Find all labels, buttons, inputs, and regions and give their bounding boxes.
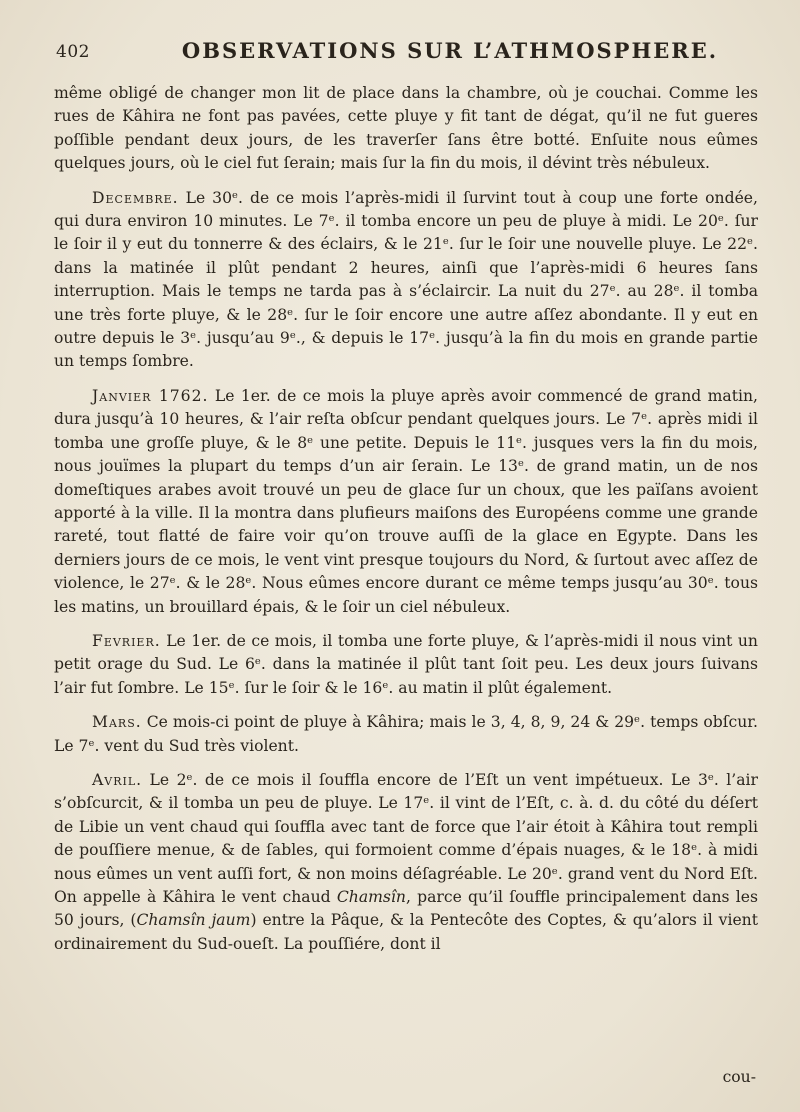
running-title: OBSERVATIONS SUR L’ATHMOSPHERE. bbox=[181, 38, 719, 63]
paragraph-january bbox=[54, 385, 758, 619]
paragraph-text: Ce mois-ci point de pluye à Kâhira; mais le 3, 4, 8, 9, 24 & 29ᵉ. temps obſcur. Le 7ᵉ. vent du Sud très violent. bbox=[54, 713, 758, 755]
paragraph-text: Le 1er. de ce mois, il tomba une forte pluye, & l’après-midi il nous vint un petit orage du Sud. Le 6ᵉ. dans la matinée il plût tant ſoit peu. Les deux jours ſuivans l’air fut ſombre. Le 15ᵉ. ſur le ſoir & le 16ᵉ. au matin il plût également. bbox=[54, 631, 758, 697]
catchword: cou- bbox=[722, 1068, 756, 1086]
paragraph-text: Le 30ᵉ. de ce mois l’après-midi il ſurvint tout à coup une forte ondée, qui dura environ 10 minutes. Le 7ᵉ. il tomba encore un peu de pluye à midi. Le 20ᵉ. ſur le ſoir il y eut du tonnerre & des éclairs, & le 21ᵉ. ſur le ſoir une nouvelle pluye. Le 22ᵉ. dans la matinée il plût pendant 2 heures, ainſi que l’après-midi 6 heures ſans interruption. Mais le temps ne tarda pas à s’éclaircir. La nuit du 27ᵉ. au 28ᵉ. il tomba une très forte pluye, & le 28ᵉ. ſur le ſoir encore une autre aſſez abondante. Il y eut en outre depuis le 3ᵉ. jusqu’au 9ᵉ., & depuis le 17ᵉ. jusqu’à la fin du mois en grande partie un temps ſombre. bbox=[54, 188, 758, 371]
month-heading: Decembre. bbox=[92, 188, 179, 207]
italic-term: Chamsîn bbox=[336, 888, 406, 906]
paragraph-text: ) entre la Pâque, & la Pentecôte des Coptes, & qu’alors il vient ordinairement du Sud-oueſt. La pouſſiére, dont il bbox=[54, 911, 758, 953]
paragraph-march bbox=[54, 711, 758, 758]
paragraph-text: Le 1er. de ce mois la pluye après avoir commencé de grand matin, dura jusqu’à 10 heures, & l’air reſta obſcur pendant quelques jours. Le 7ᵉ. après midi il tomba une groſſe pluye, & le 8ᵉ une petite. Depuis le 11ᵉ. jusques vers la fin du mois, nous jouïmes la plupart du temps d’un air ſerain. Le 13ᵉ. de grand matin, un de nos domeſtiques arabes avoit trouvé un peu de glace ſur un choux, que les païſans avoient apporté à la ville. Il la montra dans plufieurs maiſons des Européens comme une grande rareté, tout flatté de faire voir qu’on trouve auſſi de la glace en Egypte. Dans les derniers jours de ce mois, le vent vint presque toujours du Nord, & ſurtout avec aſſez de violence, le 27ᵉ. & le 28ᵉ. Nous eûmes encore durant ce même temps jusqu’au 30ᵉ. tous les matins, un brouillard épais, & le ſoir un ciel nébuleux. bbox=[54, 386, 758, 616]
paragraph-text: Le 2ᵉ. de ce mois il ſouffla encore de l’Eſt un vent impétueux. Le 3ᵉ. l’air s’obſcurcit, & il tomba un peu de pluye. Le 17ᵉ. il vint de l’Eſt, c. à. d. du côté du déſert de Libie un vent chaud qui ſouffla avec tant de force que l’air étoit à Kâhira tout rempli de pouſſiere menue, & de ſables, qui formoient comme d’épais nuages, & le 18ᵉ. à midi nous eûmes un vent auſſi fort, & non moins déſagréable. Le 20ᵉ. grand vent du Nord Eſt. On appelle à Kâhira le vent chaud bbox=[54, 770, 758, 906]
paragraph-april bbox=[54, 769, 758, 956]
body-text bbox=[54, 82, 758, 956]
page-number: 402 bbox=[56, 42, 90, 62]
paragraph-text: , parce qu’il ſouffle principalement dans les 50 jours, ( bbox=[54, 888, 758, 930]
month-heading: Avril. bbox=[92, 770, 143, 789]
paragraph-december bbox=[54, 187, 758, 374]
paragraph-february bbox=[54, 630, 758, 700]
page-header bbox=[40, 32, 760, 66]
paragraph-continuation bbox=[54, 82, 758, 176]
paragraph-text: même obligé de changer mon lit de place dans la chambre, où je couchai. Comme les rues de Kâhira ne font pas pavées, cette pluye y fit tant de dégat, qu’il ne fut gueres poſſible pendant deux jours, de les traverſer ſans être botté. Enſuite nous eûmes quelques jours, où le ciel fut ſerain; mais ſur la fin du mois, il dévint très nébuleux. bbox=[54, 84, 758, 173]
month-heading: Janvier 1762. bbox=[92, 386, 209, 405]
italic-term: Chamsîn jaum bbox=[136, 911, 251, 930]
month-heading: Fevrier. bbox=[92, 631, 161, 650]
month-heading: Mars. bbox=[92, 713, 142, 732]
